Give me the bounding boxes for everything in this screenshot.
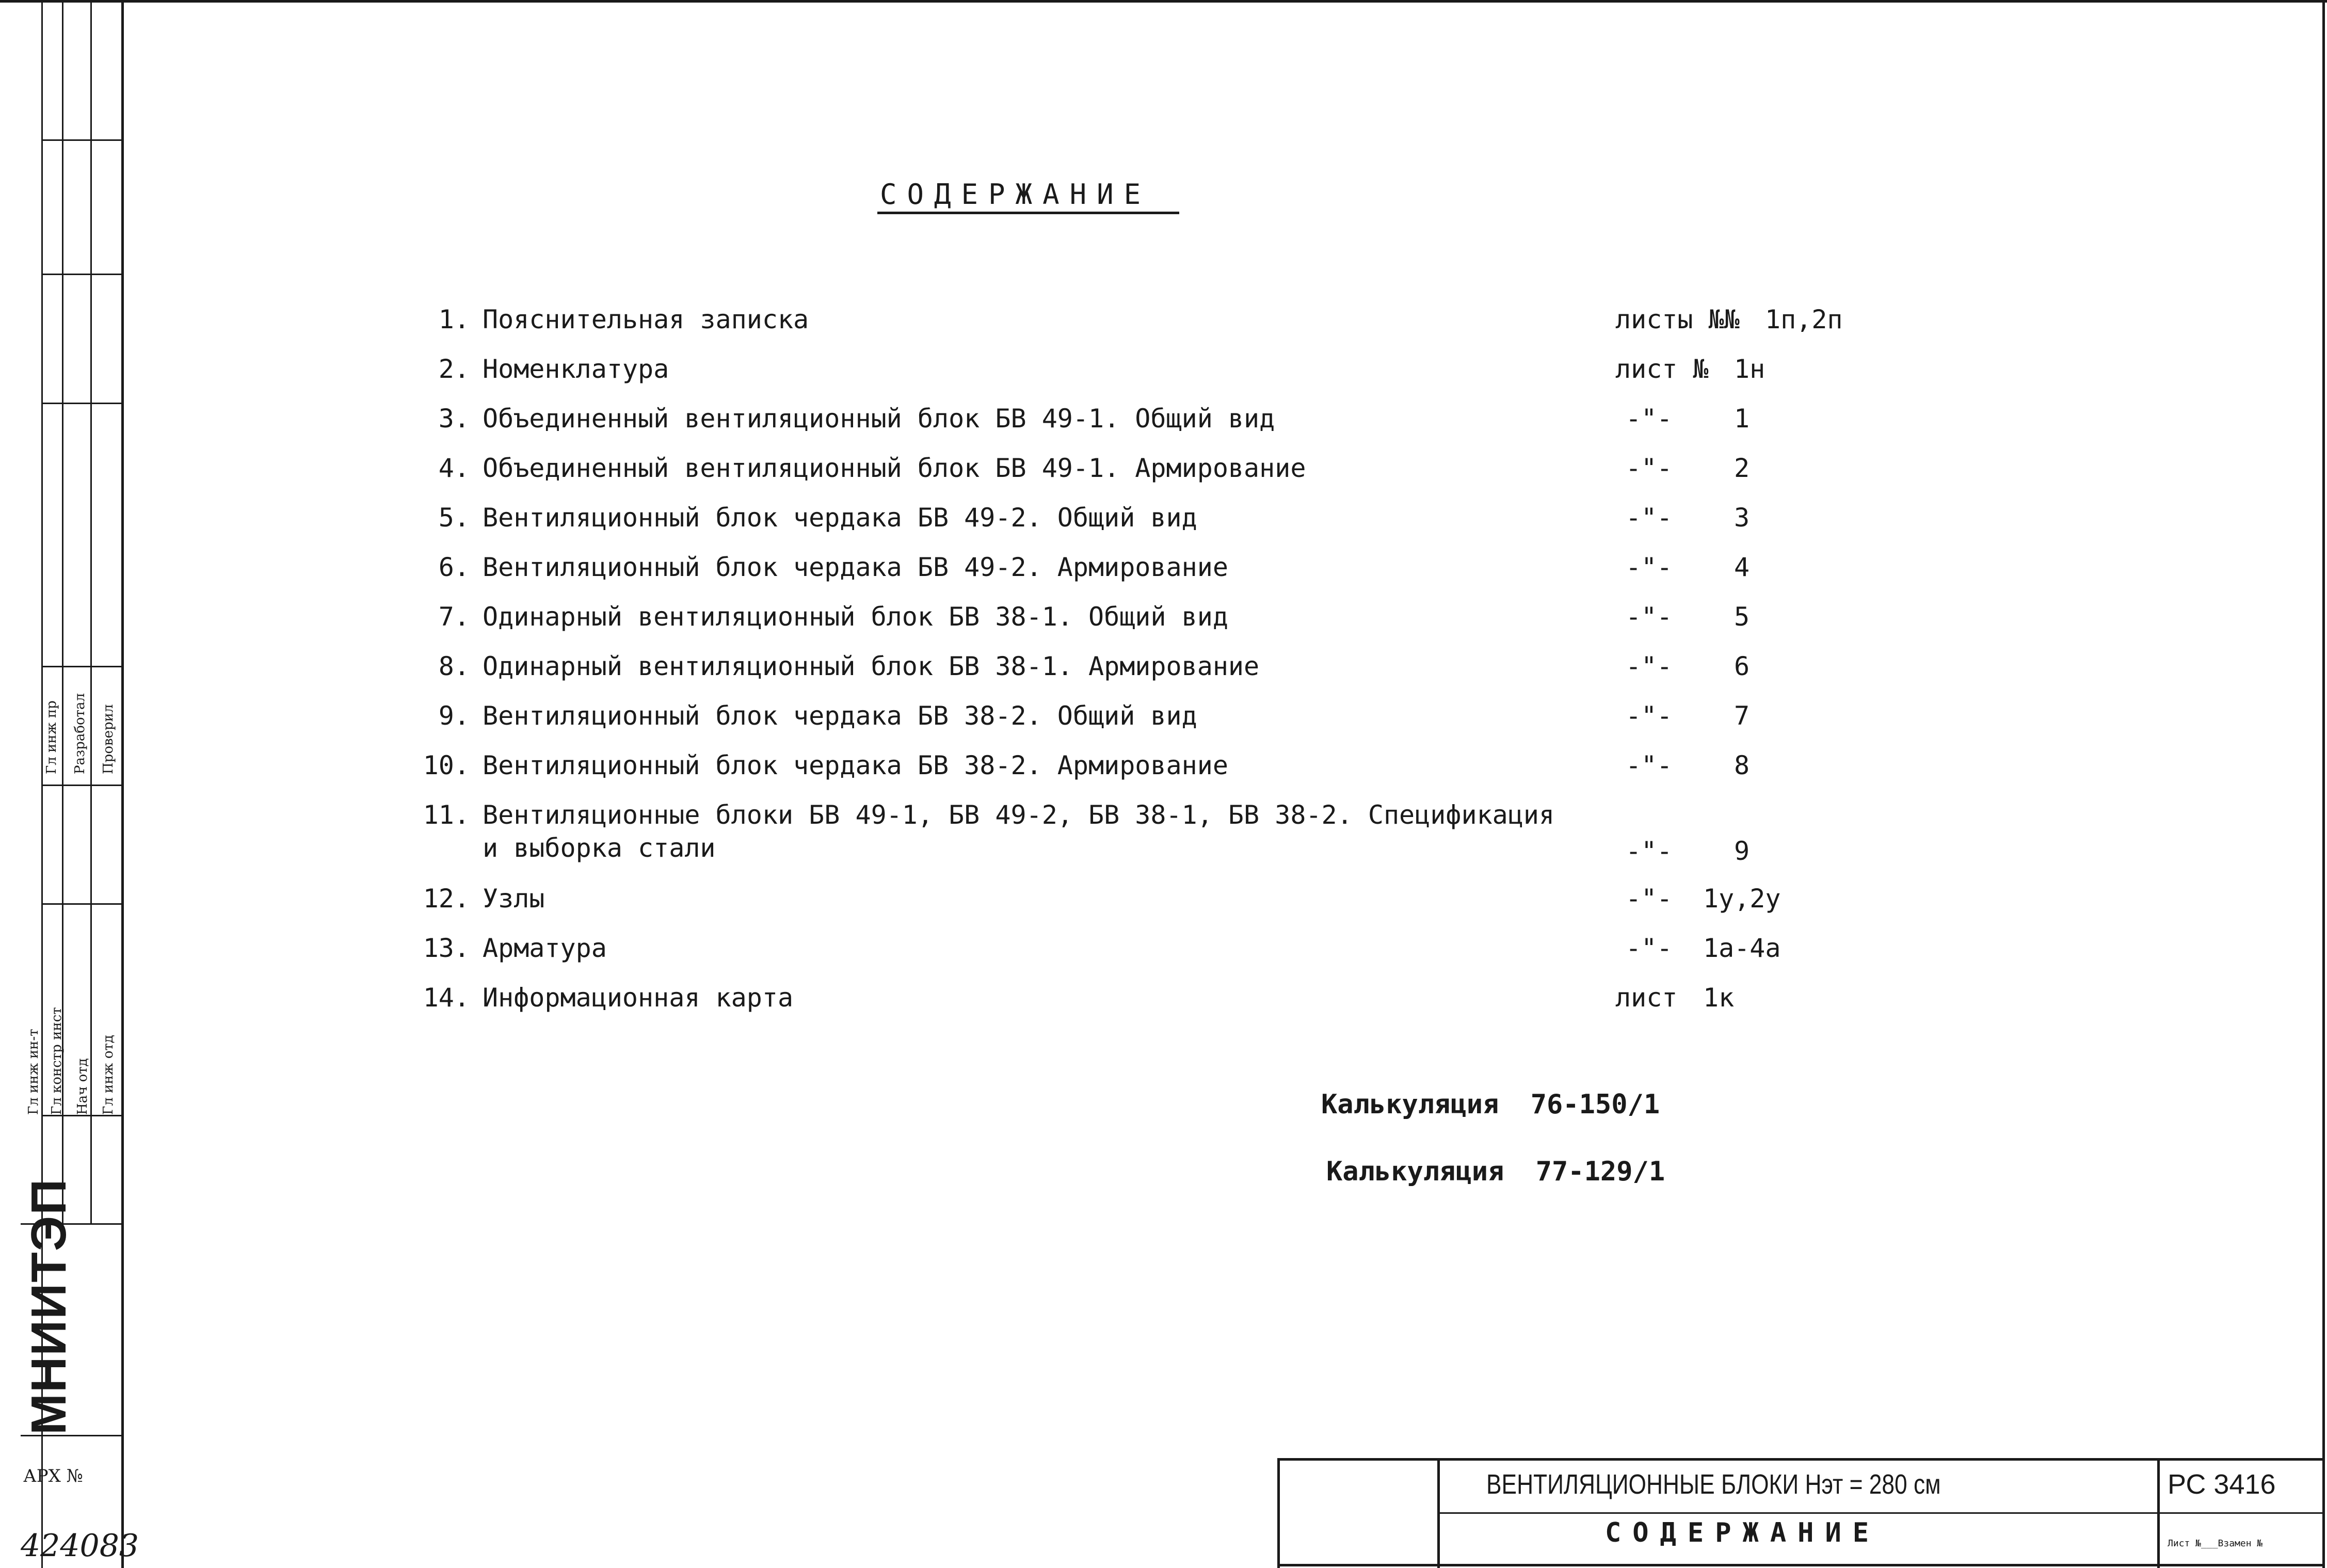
titleblock-mid (1437, 1512, 2325, 1514)
titleblock-code: РС 3416 (2168, 1469, 2276, 1500)
item-title: Вентиляционный блок чердака БВ 38-2. Общий вид (483, 701, 1197, 731)
titleblock-top (1277, 1458, 2325, 1461)
item-sheet-prefix: лист (1615, 983, 1678, 1013)
list-item (0, 453, 2327, 503)
item-sheet: 6 (1734, 651, 1750, 681)
list-item (0, 933, 2327, 983)
item-number: 5. (438, 503, 470, 533)
stamp-row-line (41, 1115, 121, 1116)
stamp-row-line (41, 139, 121, 141)
calculation-line (1326, 1156, 1665, 1187)
titleblock-name: ВЕНТИЛЯЦИОННЫЕ БЛОКИ Hэт = 280 см (1486, 1469, 1941, 1500)
item-sheet: 1у,2у (1703, 884, 1781, 914)
titleblock-bottom (1277, 1564, 2325, 1566)
list-item (0, 552, 2327, 602)
stamp-role: Нач отд (75, 1058, 90, 1115)
stamp-row-line (21, 1435, 121, 1436)
item-sheet-prefix: -"- (1626, 701, 1673, 731)
item-title: Одинарный вентиляционный блок БВ 38-1. Армирование (483, 651, 1260, 681)
item-number: 13. (423, 933, 470, 963)
calculation-line (1321, 1089, 1660, 1120)
calculation-label: Калькуляция (1326, 1156, 1504, 1187)
archive-number: 424083 (21, 1528, 139, 1564)
item-number: 14. (423, 983, 470, 1013)
item-sheet-prefix: лист № (1615, 354, 1709, 384)
item-title: Вентиляционные блоки БВ 49-1, БВ 49-2, БВ 38-1, БВ 38-2. Спецификация (483, 800, 1555, 830)
frame-top (0, 0, 2327, 3)
item-title: Вентиляционный блок чердака БВ 49-2. Общий вид (483, 503, 1197, 533)
title-underline (877, 212, 1179, 214)
list-item (0, 602, 2327, 651)
item-number: 9. (438, 701, 470, 731)
calculation-value: 77-129/1 (1535, 1156, 1665, 1187)
item-sheet: 1а-4а (1703, 933, 1781, 963)
item-title: Узлы (483, 884, 545, 914)
stamp-role: Гл инж ин-т (26, 1029, 41, 1115)
list-item (0, 750, 2327, 800)
item-sheet: 9 (1734, 836, 1750, 866)
titleblock-left (1277, 1458, 1280, 1568)
item-title: Информационная карта (483, 983, 794, 1013)
item-number: 1. (438, 305, 470, 334)
item-title: Объединенный вентиляционный блок БВ 49-1. Общий вид (483, 404, 1275, 434)
list-item (0, 800, 2327, 883)
organization-name: МНИИТЭП (21, 1178, 76, 1435)
item-title: Арматура (483, 933, 607, 963)
item-sheet: 5 (1734, 602, 1750, 632)
list-item (0, 354, 2327, 404)
item-number: 6. (438, 552, 470, 582)
titleblock-sheet-label: Лист №___Взамен № (2168, 1538, 2263, 1549)
item-sheet: 3 (1734, 503, 1750, 533)
stamp-role: Проверил (101, 704, 116, 774)
item-sheet-prefix: -"- (1626, 933, 1673, 963)
item-title: Вентиляционный блок чердака БВ 49-2. Армирование (483, 552, 1228, 582)
item-sheet: 7 (1734, 701, 1750, 731)
item-sheet-prefix: -"- (1626, 836, 1673, 866)
item-sheet-prefix: -"- (1626, 651, 1673, 681)
item-title: Номенклатура (483, 354, 669, 384)
item-number: 10. (423, 750, 470, 780)
page-title: СОДЕРЖАНИЕ (880, 178, 1151, 211)
item-sheet: 1н (1734, 354, 1766, 384)
item-sheet-prefix: -"- (1626, 602, 1673, 632)
stamp-role: Гл констр инст (49, 1007, 65, 1115)
item-number: 4. (438, 453, 470, 483)
stamp-role: Разработал (72, 693, 88, 774)
list-item (0, 983, 2327, 1032)
stamp-role: Гл инж отд (101, 1035, 116, 1115)
item-number: 12. (423, 884, 470, 914)
item-sheet-prefix: -"- (1626, 453, 1673, 483)
calculation-label: Калькуляция (1321, 1089, 1499, 1120)
item-number: 3. (438, 404, 470, 434)
item-number: 2. (438, 354, 470, 384)
item-sheet-prefix: -"- (1626, 503, 1673, 533)
item-sheet-prefix: -"- (1626, 750, 1673, 780)
archive-label: АРХ № (23, 1466, 83, 1486)
item-title-continuation: и выборка стали (483, 833, 716, 863)
list-item (0, 503, 2327, 552)
item-sheet: 2 (1734, 453, 1750, 483)
item-number: 11. (423, 800, 470, 830)
list-item (0, 884, 2327, 933)
item-title: Вентиляционный блок чердака БВ 38-2. Армирование (483, 750, 1228, 780)
item-sheet-prefix: -"- (1626, 404, 1673, 434)
list-item (0, 701, 2327, 750)
stamp-row-line (41, 274, 121, 275)
calculation-value: 76-150/1 (1530, 1089, 1660, 1120)
item-sheet-prefix: -"- (1626, 884, 1673, 914)
list-item (0, 404, 2327, 453)
stamp-role: Гл инж пр (44, 700, 59, 774)
item-title: Одинарный вентиляционный блок БВ 38-1. Общий вид (483, 602, 1228, 632)
item-sheet-prefix: -"- (1626, 552, 1673, 582)
item-number: 8. (438, 651, 470, 681)
item-sheet: 8 (1734, 750, 1750, 780)
list-item (0, 305, 2327, 354)
item-title: Объединенный вентиляционный блок БВ 49-1. Армирование (483, 453, 1306, 483)
titleblock-subtitle: СОДЕРЖАНИЕ (1605, 1517, 1881, 1548)
item-sheet: 1к (1703, 983, 1735, 1013)
item-sheet: 1п,2п (1765, 305, 1843, 334)
item-sheet: 4 (1734, 552, 1750, 582)
list-item (0, 651, 2327, 701)
item-number: 7. (438, 602, 470, 632)
item-sheet-prefix: листы №№ (1615, 305, 1740, 334)
item-title: Пояснительная записка (483, 305, 809, 334)
item-sheet: 1 (1734, 404, 1750, 434)
